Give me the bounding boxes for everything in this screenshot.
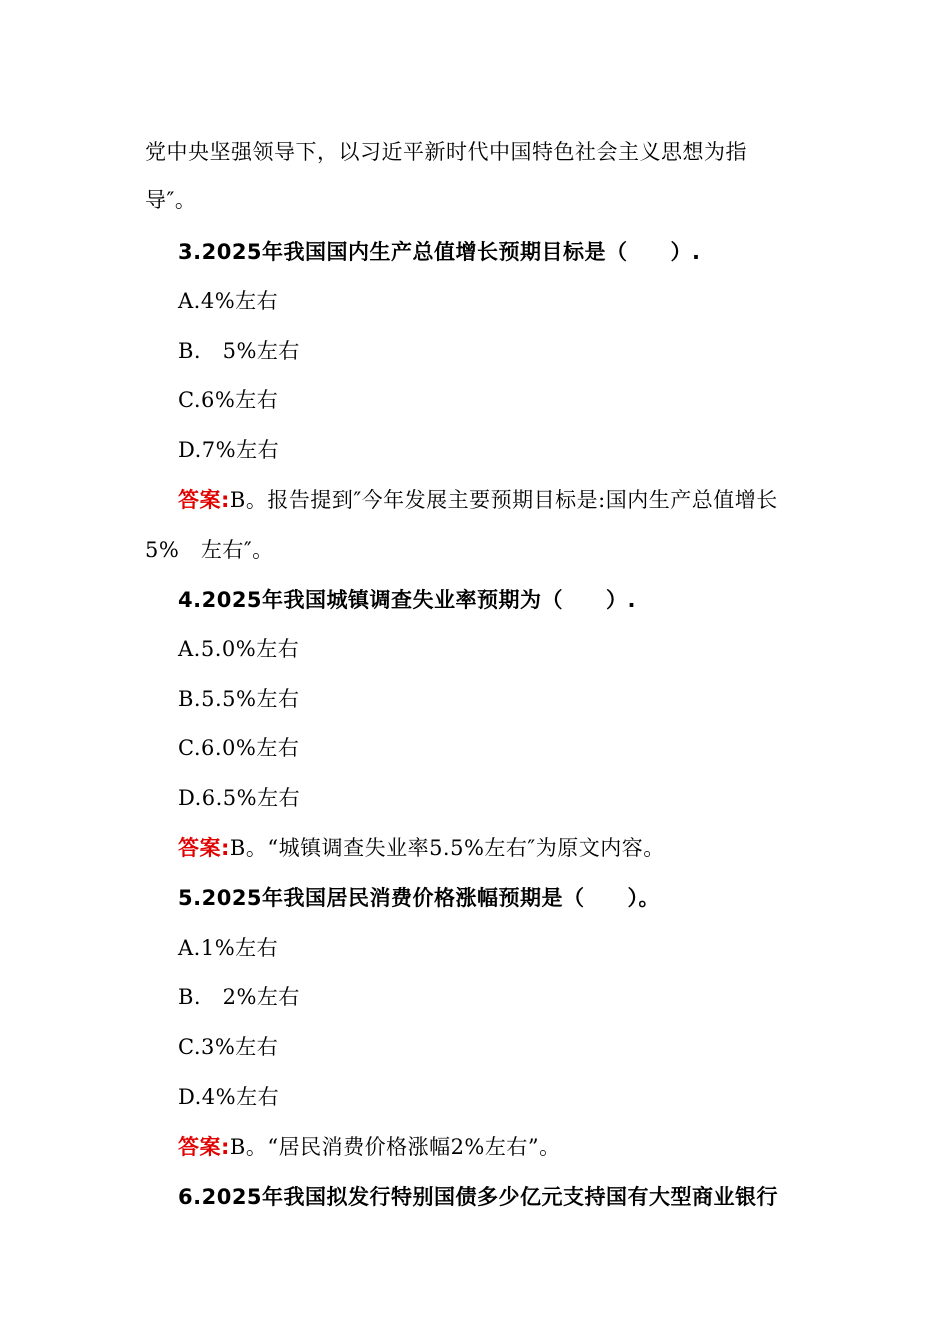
question-title: 5.2025年我国居民消费价格涨幅预期是（ ）。	[178, 886, 661, 910]
answer-label: 答案:	[178, 836, 230, 860]
option-a: A.1%左右	[178, 936, 279, 960]
option-c: C.6%左右	[178, 388, 279, 412]
answer-text: B。报告提到″今年发展主要预期目标是:国内生产总值增长	[229, 488, 778, 512]
option-b: B. 2%左右	[178, 985, 300, 1009]
option-d: D.6.5%左右	[178, 786, 301, 810]
option-d: D.4%左右	[178, 1085, 280, 1109]
option-a: A.4%左右	[178, 289, 279, 313]
paragraph-continuation-line: 党中央坚强领导下，以习近平新时代中国特色社会主义思想为指	[145, 140, 747, 164]
answer-label: 答案:	[178, 488, 230, 512]
option-b: B.5.5%左右	[178, 687, 300, 711]
option-c: C.3%左右	[178, 1035, 279, 1059]
option-d: D.7%左右	[178, 438, 280, 462]
paragraph-continuation-line: 导″。	[145, 188, 197, 212]
answer-text: B。“城镇调查失业率5.5%左右″为原文内容。	[229, 836, 665, 860]
question-title: 4.2025年我国城镇调查失业率预期为（ ）.	[178, 588, 637, 612]
option-a: A.5.0%左右	[178, 637, 300, 661]
question-title: 3.2025年我国国内生产总值增长预期目标是（ ）.	[178, 240, 701, 264]
option-b: B. 5%左右	[178, 339, 300, 363]
answer-line	[178, 1132, 561, 1162]
answer-text: B。“居民消费价格涨幅2%左右”。	[229, 1135, 561, 1159]
answer-text-continued: 5% 左右″。	[145, 538, 274, 562]
answer-line	[178, 485, 778, 515]
answer-label: 答案:	[178, 1135, 230, 1159]
question-title: 6.2025年我国拟发行特别国债多少亿元支持国有大型商业银行	[178, 1185, 779, 1209]
answer-line	[178, 833, 665, 863]
option-c: C.6.0%左右	[178, 736, 300, 760]
